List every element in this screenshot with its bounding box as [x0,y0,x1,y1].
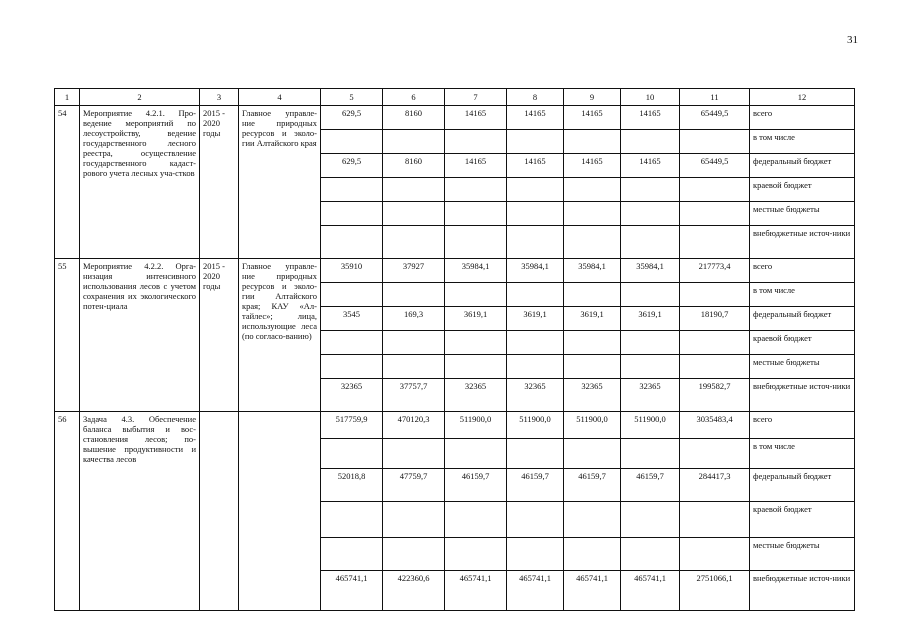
column-header: 9 [564,89,621,106]
row-number: 55 [55,259,80,412]
amount-cell: 217773,4 [680,259,750,283]
amount-cell [507,538,564,571]
funding-source: внебюджетные источ-ники [750,379,855,412]
activity-name: Задача 4.3. Обеспечение баланса выбытия и вос-становления лесов; по-вышение продуктивности и качества лесов [80,412,200,611]
amount-cell [680,226,750,259]
amount-cell: 35984,1 [564,259,621,283]
amount-cell [507,439,564,469]
amount-cell [321,502,383,538]
period [200,412,239,611]
amount-cell: 32365 [445,379,507,412]
amount-cell [445,355,507,379]
amount-cell: 14165 [445,154,507,178]
column-header: 4 [239,89,321,106]
funding-source: федеральный бюджет [750,469,855,502]
column-header: 8 [507,89,564,106]
amount-cell [383,331,445,355]
header-row [55,89,855,106]
amount-cell: 35910 [321,259,383,283]
amount-cell: 37927 [383,259,445,283]
amount-cell [621,538,680,571]
amount-cell [445,130,507,154]
amount-cell [383,355,445,379]
amount-cell: 3035483,4 [680,412,750,439]
column-header: 1 [55,89,80,106]
amount-cell [680,178,750,202]
amount-cell [383,178,445,202]
amount-cell: 470120,3 [383,412,445,439]
amount-cell: 32365 [564,379,621,412]
amount-cell [621,439,680,469]
amount-cell [383,439,445,469]
page-number: 31 [847,34,858,46]
row-number: 56 [55,412,80,611]
amount-cell [621,331,680,355]
amount-cell [621,130,680,154]
column-header: 6 [383,89,445,106]
amount-cell: 8160 [383,154,445,178]
amount-cell: 14165 [621,106,680,130]
funding-source: местные бюджеты [750,202,855,226]
amount-cell: 46159,7 [621,469,680,502]
amount-cell [564,130,621,154]
amount-cell [507,331,564,355]
amount-cell: 511900,0 [507,412,564,439]
amount-cell [445,439,507,469]
period: 2015 - 2020 годы [200,259,239,412]
amount-cell [445,178,507,202]
amount-cell: 465741,1 [321,571,383,611]
amount-cell [383,538,445,571]
amount-cell [507,130,564,154]
amount-cell: 511900,0 [564,412,621,439]
amount-cell [680,331,750,355]
amount-cell [383,130,445,154]
funding-source: краевой бюджет [750,178,855,202]
amount-cell [507,502,564,538]
row-number: 54 [55,106,80,259]
amount-cell: 465741,1 [564,571,621,611]
amount-cell [321,355,383,379]
funding-source: всего [750,106,855,130]
amount-cell: 199582,7 [680,379,750,412]
table-row [55,412,855,439]
amount-cell: 465741,1 [621,571,680,611]
amount-cell [564,202,621,226]
amount-cell [621,178,680,202]
amount-cell: 52018,8 [321,469,383,502]
amount-cell: 2751066,1 [680,571,750,611]
activity-name: Мероприятие 4.2.2. Орга-низация интенсивного использования лесов с учетом сохранения их экологического потен-циала [80,259,200,412]
amount-cell [564,439,621,469]
amount-cell [680,283,750,307]
amount-cell: 169,3 [383,307,445,331]
amount-cell [445,202,507,226]
amount-cell [321,439,383,469]
column-header: 10 [621,89,680,106]
amount-cell [564,331,621,355]
funding-source: всего [750,259,855,283]
amount-cell [507,226,564,259]
funding-source: в том числе [750,283,855,307]
funding-source: краевой бюджет [750,502,855,538]
column-header: 2 [80,89,200,106]
amount-cell: 14165 [507,106,564,130]
amount-cell [564,226,621,259]
table-row [55,106,855,130]
amount-cell [445,226,507,259]
amount-cell [383,283,445,307]
amount-cell [621,502,680,538]
amount-cell [445,538,507,571]
amount-cell [621,355,680,379]
amount-cell: 14165 [621,154,680,178]
funding-source: краевой бюджет [750,331,855,355]
amount-cell [321,331,383,355]
amount-cell [321,538,383,571]
amount-cell: 511900,0 [621,412,680,439]
amount-cell [507,283,564,307]
amount-cell [680,502,750,538]
column-header: 3 [200,89,239,106]
amount-cell: 465741,1 [507,571,564,611]
amount-cell [321,283,383,307]
amount-cell: 3545 [321,307,383,331]
amount-cell: 3619,1 [445,307,507,331]
amount-cell: 46159,7 [507,469,564,502]
amount-cell [445,502,507,538]
amount-cell [564,283,621,307]
amount-cell: 35984,1 [507,259,564,283]
amount-cell [507,202,564,226]
amount-cell [321,178,383,202]
amount-cell [507,178,564,202]
amount-cell [321,202,383,226]
amount-cell: 517759,9 [321,412,383,439]
amount-cell: 8160 [383,106,445,130]
amount-cell: 65449,5 [680,106,750,130]
amount-cell: 46159,7 [445,469,507,502]
amount-cell [680,355,750,379]
funding-source: федеральный бюджет [750,154,855,178]
funding-source: в том числе [750,130,855,154]
column-header: 5 [321,89,383,106]
executor [239,412,321,611]
amount-cell [507,355,564,379]
amount-cell: 14165 [507,154,564,178]
amount-cell: 14165 [445,106,507,130]
amount-cell: 32365 [507,379,564,412]
amount-cell [564,502,621,538]
amount-cell: 511900,0 [445,412,507,439]
amount-cell: 18190,7 [680,307,750,331]
amount-cell: 629,5 [321,154,383,178]
amount-cell [383,202,445,226]
amount-cell: 422360,6 [383,571,445,611]
funding-source: всего [750,412,855,439]
amount-cell: 629,5 [321,106,383,130]
amount-cell [621,226,680,259]
amount-cell: 465741,1 [445,571,507,611]
amount-cell [621,283,680,307]
funding-source: местные бюджеты [750,355,855,379]
amount-cell [680,538,750,571]
amount-cell: 47759,7 [383,469,445,502]
amount-cell [564,538,621,571]
activity-name: Мероприятие 4.2.1. Про-ведение мероприятий по лесоустройству, ведение государственного лесного реестра, осуществление государственного кадаст-рового учета лесных уча-стков [80,106,200,259]
amount-cell [564,178,621,202]
executor: Главное управле-ние природных ресурсов и эколо-гии Алтайского края; КАУ «Ал-тайлес»; лица, использующие леса (по согласо-ванию) [239,259,321,412]
amount-cell [383,226,445,259]
amount-cell [621,202,680,226]
executor: Главное управле-ние природных ресурсов и эколо-гии Алтайского края [239,106,321,259]
funding-source: внебюджетные источ-ники [750,571,855,611]
budget-table [54,88,855,611]
amount-cell [321,226,383,259]
amount-cell [680,439,750,469]
amount-cell [321,130,383,154]
column-header: 12 [750,89,855,106]
funding-source: внебюджетные источ-ники [750,226,855,259]
table-row [55,259,855,283]
column-header: 11 [680,89,750,106]
amount-cell [680,130,750,154]
amount-cell: 3619,1 [621,307,680,331]
amount-cell: 3619,1 [564,307,621,331]
funding-source: федеральный бюджет [750,307,855,331]
amount-cell: 37757,7 [383,379,445,412]
amount-cell: 284417,3 [680,469,750,502]
amount-cell: 32365 [321,379,383,412]
amount-cell: 14165 [564,106,621,130]
amount-cell: 35984,1 [445,259,507,283]
amount-cell [383,502,445,538]
amount-cell: 14165 [564,154,621,178]
amount-cell: 65449,5 [680,154,750,178]
amount-cell [445,331,507,355]
funding-source: местные бюджеты [750,538,855,571]
amount-cell [564,355,621,379]
column-header: 7 [445,89,507,106]
amount-cell: 46159,7 [564,469,621,502]
amount-cell: 32365 [621,379,680,412]
amount-cell [680,202,750,226]
funding-source: в том числе [750,439,855,469]
amount-cell [445,283,507,307]
period: 2015 - 2020 годы [200,106,239,259]
amount-cell: 3619,1 [507,307,564,331]
amount-cell: 35984,1 [621,259,680,283]
